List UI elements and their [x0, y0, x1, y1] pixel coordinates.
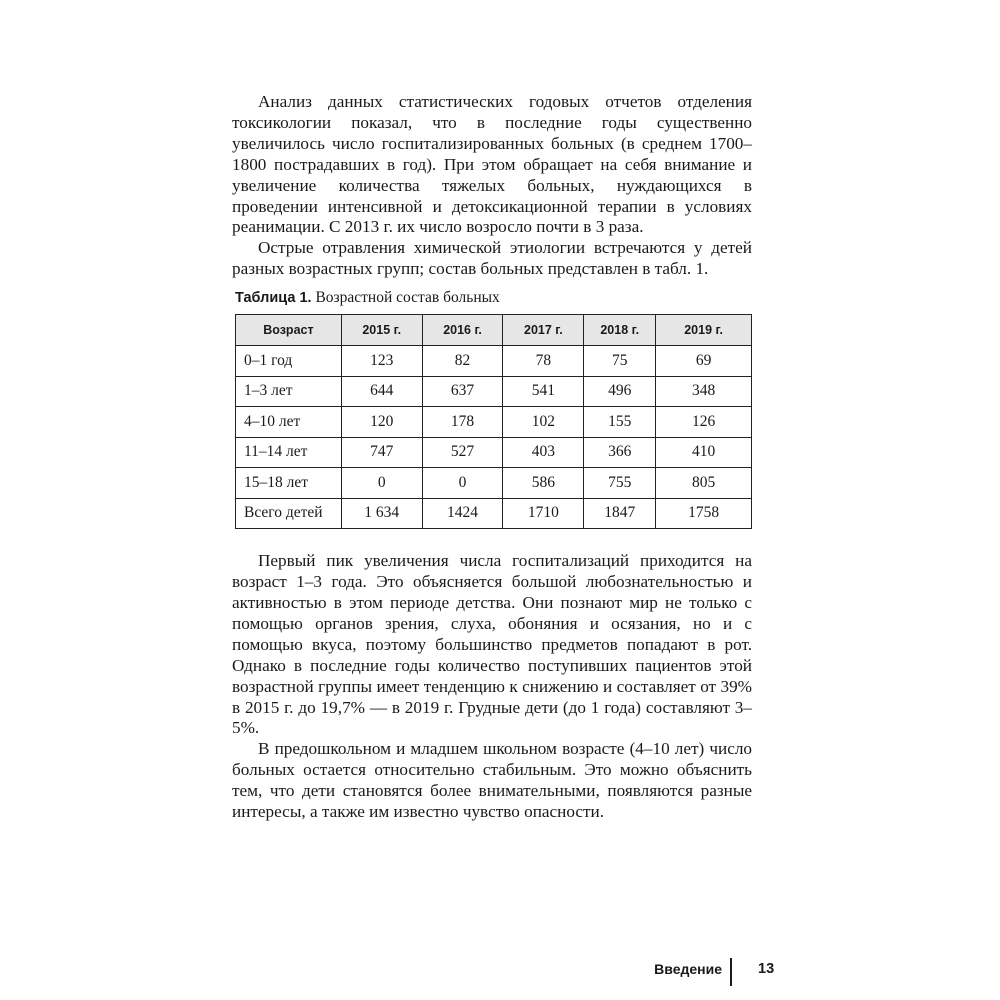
cell-value: 747 — [341, 437, 422, 468]
cell-age: 0–1 год — [236, 346, 342, 377]
paragraph-preschool: В предошкольном и младшем школьном возрасте (4–10 лет) число больных остается относительно стабильным. Это можно объяснить тем, что дети становятся более внимательными, появляются разные интересы, а также им известно чувство опасности. — [232, 739, 752, 822]
cell-value: 644 — [341, 376, 422, 407]
cell-value: 75 — [584, 346, 656, 377]
cell-value: 123 — [341, 346, 422, 377]
cell-total: 1710 — [503, 498, 584, 529]
cell-value: 586 — [503, 468, 584, 499]
cell-value: 496 — [584, 376, 656, 407]
cell-age: 15–18 лет — [236, 468, 342, 499]
cell-value: 126 — [656, 407, 752, 438]
table-caption — [235, 288, 752, 308]
cell-value: 155 — [584, 407, 656, 438]
header-age: Возраст — [236, 315, 342, 346]
table-header-row — [236, 315, 752, 346]
cell-value: 805 — [656, 468, 752, 499]
cell-total: 1847 — [584, 498, 656, 529]
cell-total: 1424 — [422, 498, 503, 529]
table-row — [236, 437, 752, 468]
cell-age: 11–14 лет — [236, 437, 342, 468]
cell-total: 1 634 — [341, 498, 422, 529]
table-row — [236, 407, 752, 438]
table-total-row — [236, 498, 752, 529]
paragraph-first-peak: Первый пик увеличения числа госпитализаций приходится на возраст 1–3 года. Это объясняется большой любознательностью и активностью в этом периоде детства. Они познают мир не только с помощью органов зрения, слуха, обоняния и осязания, но и с помощью вкуса, поэтому большинство предметов попадают в рот. Однако в последние годы количество поступивших пациентов этой возрастной группы имеет тенденцию к снижению и составляет от 39% в 2015 г. до 19,7% — в 2019 г. Грудные дети (до 1 года) составляют 3–5%. — [232, 551, 752, 738]
footer-section-title: Введение — [654, 961, 722, 977]
cell-value: 0 — [422, 468, 503, 499]
header-2019: 2019 г. — [656, 315, 752, 346]
cell-value: 178 — [422, 407, 503, 438]
cell-value: 0 — [341, 468, 422, 499]
header-2015: 2015 г. — [341, 315, 422, 346]
cell-value: 69 — [656, 346, 752, 377]
cell-age: 1–3 лет — [236, 376, 342, 407]
cell-value: 410 — [656, 437, 752, 468]
cell-value: 120 — [341, 407, 422, 438]
cell-age: 4–10 лет — [236, 407, 342, 438]
table-row — [236, 468, 752, 499]
cell-value: 102 — [503, 407, 584, 438]
table-row — [236, 346, 752, 377]
page-footer — [232, 958, 775, 986]
cell-value: 527 — [422, 437, 503, 468]
cell-value: 366 — [584, 437, 656, 468]
cell-total-label: Всего детей — [236, 498, 342, 529]
age-composition-table — [235, 314, 752, 529]
table-caption-label: Таблица 1. — [235, 290, 312, 307]
table-row — [236, 376, 752, 407]
footer-divider — [730, 958, 732, 986]
cell-total: 1758 — [656, 498, 752, 529]
paragraph-poisoning: Острые отравления химической этиологии встречаются у детей разных возрастных групп; состав больных представлен в табл. 1. — [232, 238, 752, 279]
cell-value: 82 — [422, 346, 503, 377]
book-page — [232, 92, 775, 977]
cell-value: 755 — [584, 468, 656, 499]
cell-value: 78 — [503, 346, 584, 377]
cell-value: 348 — [656, 376, 752, 407]
page-number: 13 — [758, 961, 775, 977]
cell-value: 637 — [422, 376, 503, 407]
header-2016: 2016 г. — [422, 315, 503, 346]
paragraph-analysis: Анализ данных статистических годовых отчетов отделения токсикологии показал, что в последние годы существенно увеличилось число госпитализированных больных (в среднем 1700–1800 пострадавших в год). При этом обращает на себя внимание и увеличение количества тяжелых больных, нуждающихся в проведении интенсивной и детоксикационной терапии в условиях реанимации. С 2013 г. их число возросло почти в 3 раза. — [232, 92, 752, 237]
header-2018: 2018 г. — [584, 315, 656, 346]
header-2017: 2017 г. — [503, 315, 584, 346]
cell-value: 403 — [503, 437, 584, 468]
table-caption-text: Возрастной состав больных — [315, 289, 500, 307]
cell-value: 541 — [503, 376, 584, 407]
